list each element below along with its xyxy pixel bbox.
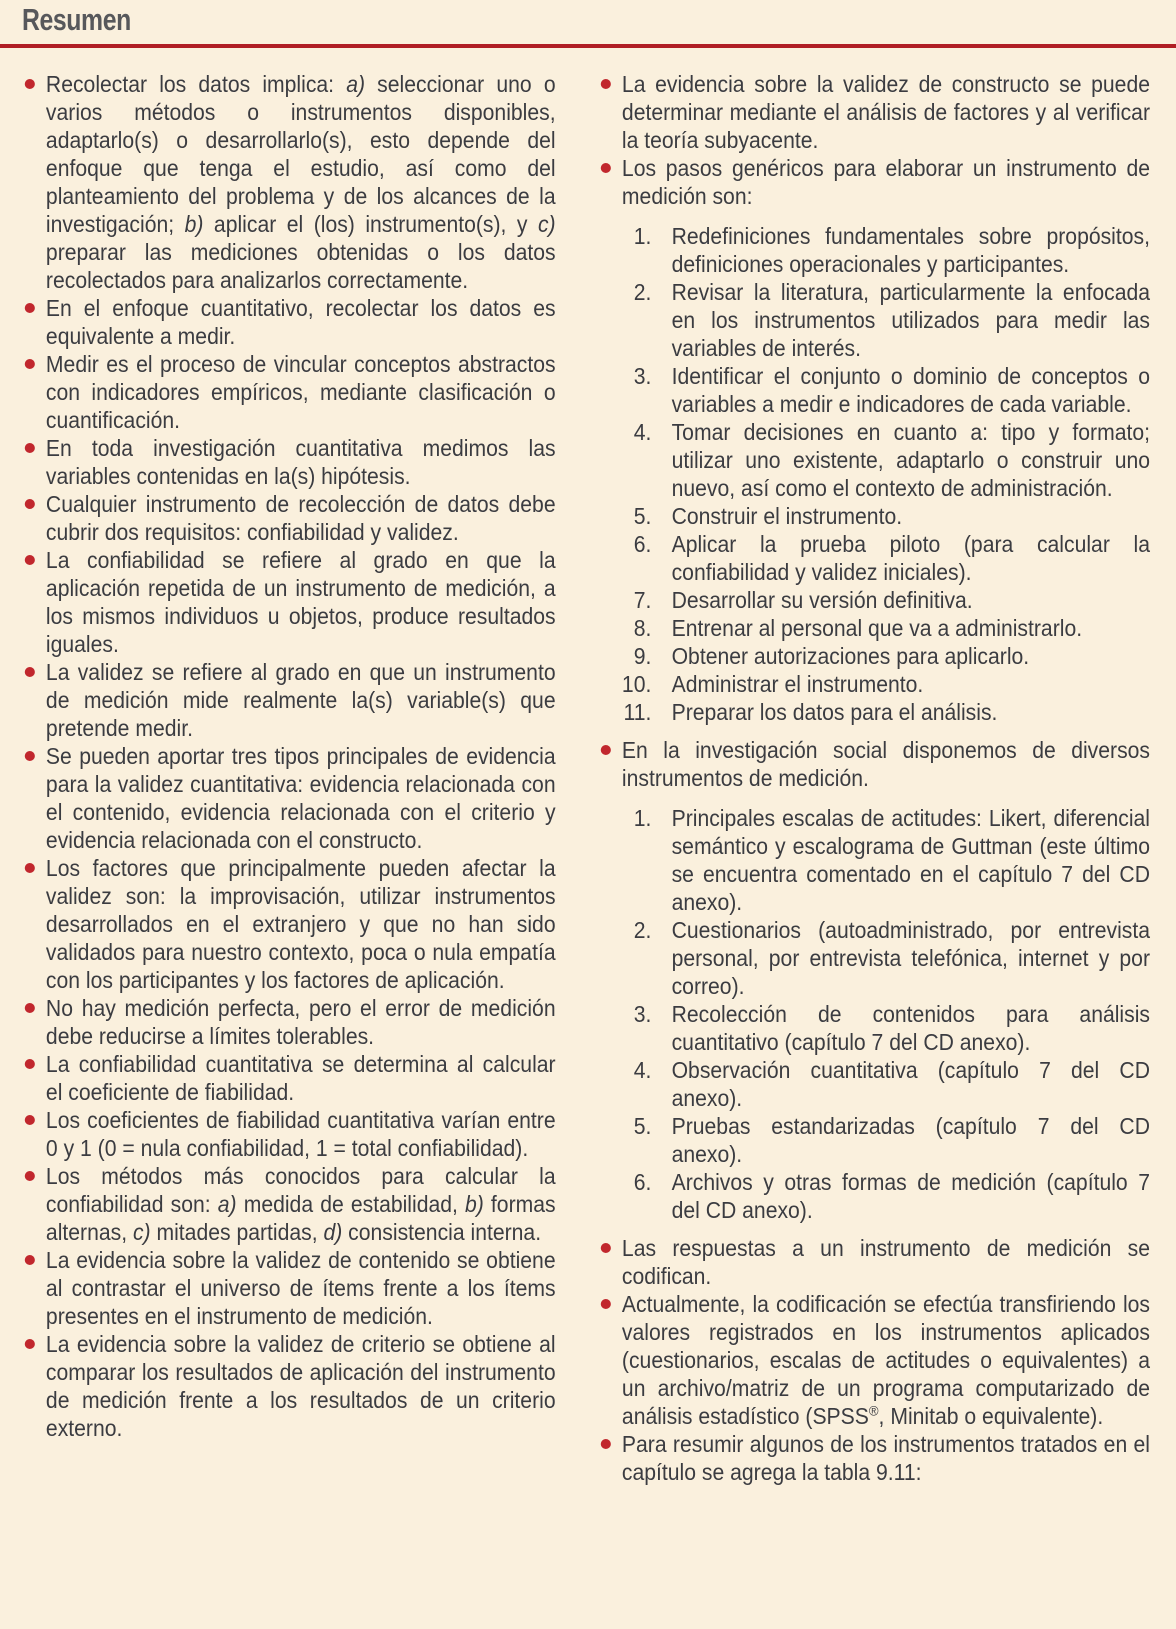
bullet-icon <box>25 1003 35 1013</box>
numbered-item <box>598 530 1150 586</box>
bullet-icon <box>25 1171 35 1181</box>
numbered-list <box>598 804 1150 1224</box>
bullet-item <box>22 546 556 658</box>
item-number: 10. <box>621 671 652 697</box>
bullet-item <box>598 70 1150 154</box>
bullet-icon <box>25 667 35 677</box>
numbered-item <box>598 804 1150 916</box>
numbered-item <box>598 642 1150 670</box>
bullet-item <box>22 742 556 854</box>
bullet-text: La confiabilidad se refiere al grado en que la aplicación repetida de un instrumento de medición, a los mismos individuos u objetos, produce resultados iguales. <box>45 547 556 657</box>
bullet-icon <box>25 443 35 453</box>
item-text: Administrar el instrumento. <box>671 671 924 697</box>
bullet-item <box>598 1234 1150 1290</box>
bullet-text: En toda investigación cuantitativa medimos las variables contenidas en la(s) hipótesis. <box>45 435 556 489</box>
bullet-text: Para resumir algunos de los instrumentos tratados en el capítulo se agrega la tabla 9.11: <box>621 1431 1150 1485</box>
item-text: Desarrollar su versión definitiva. <box>671 587 973 613</box>
bullet-item <box>22 490 556 546</box>
item-text: Cuestionarios (autoadministrado, por entrevista personal, por entrevista telefónica, internet y por correo). <box>671 917 1150 999</box>
bullet-item <box>22 1106 556 1162</box>
bullet-icon <box>25 359 35 369</box>
bullet-item <box>598 736 1150 792</box>
numbered-item <box>598 1000 1150 1056</box>
bullet-item <box>598 154 1150 210</box>
bullet-text: Se pueden aportar tres tipos principales de evidencia para la validez cuantitativa: evidencia relacionada con el contenido, evidencia relacionada con el criterio y evidencia relacionada con el constructo. <box>45 743 556 853</box>
item-number: 2. <box>633 917 652 943</box>
bullet-icon <box>25 1115 35 1125</box>
bullet-text: La validez se refiere al grado en que un instrumento de medición mide realmente la(s) variable(s) que pretende medir. <box>45 659 556 741</box>
item-number: 6. <box>633 531 652 557</box>
item-number: 2. <box>633 279 652 305</box>
numbered-item <box>598 586 1150 614</box>
bullet-item <box>22 994 556 1050</box>
numbered-item <box>598 1056 1150 1112</box>
numbered-item <box>598 614 1150 642</box>
bullet-icon <box>25 1059 35 1069</box>
bullet-item <box>22 350 556 434</box>
item-text: Identificar el conjunto o dominio de conceptos o variables a medir e indicadores de cada variable. <box>671 363 1150 417</box>
bullet-icon <box>25 499 35 509</box>
item-text: Archivos y otras formas de medición (capítulo 7 del CD anexo). <box>671 1169 1150 1223</box>
bullet-text: La evidencia sobre la validez de contenido se obtiene al contrastar el universo de ítems frente a los ítems presentes en el instrumento de medición. <box>45 1247 556 1329</box>
item-text: Pruebas estandarizadas (capítulo 7 del CD anexo). <box>671 1113 1150 1167</box>
numbered-item <box>598 698 1150 726</box>
bullet-icon <box>25 303 35 313</box>
bullet-text: Los métodos más conocidos para calcular la confiabilidad son: a) medida de estabilidad, b) formas alternas, c) mitades partidas, d) consistencia interna. <box>45 1163 556 1245</box>
page-title: Resumen <box>22 2 131 37</box>
bullet-text: En la investigación social disponemos de diversos instrumentos de medición. <box>621 737 1150 791</box>
item-number: 3. <box>633 1001 652 1027</box>
bullet-item <box>22 434 556 490</box>
bullet-text: La confiabilidad cuantitativa se determina al calcular el coeficiente de fiabilidad. <box>45 1051 556 1105</box>
bullet-icon <box>25 863 35 873</box>
bullet-text: En el enfoque cuantitativo, recolectar los datos es equivalente a medir. <box>45 295 556 349</box>
bullet-text: Los pasos genéricos para elaborar un instrumento de medición son: <box>621 155 1150 209</box>
bullet-text: La evidencia sobre la validez de criterio se obtiene al comparar los resultados de aplicación del instrumento de medición frente a los resultados de un criterio externo. <box>45 1331 556 1441</box>
bullet-text: Actualmente, la codificación se efectúa transfiriendo los valores registrados en los instrumentos aplicados (cuestionarios, escalas de actitudes o equivalentes) a un archivo/matriz de un programa computarizado de análisis estadístico (SPSS®, Minitab o equivalente). <box>621 1291 1150 1429</box>
numbered-item <box>598 916 1150 1000</box>
numbered-item <box>598 418 1150 502</box>
numbered-item <box>598 278 1150 362</box>
item-text: Principales escalas de actitudes: Likert, diferencial semántico y escalograma de Guttman (este último se encuentra comentado en el capítulo 7 del CD anexo). <box>671 805 1150 915</box>
bullet-text: Los factores que principalmente pueden afectar la validez son: la improvisación, utilizar instrumentos desarrollados en el extranjero y que no han sido validados para nuestro contexto, poca o nula empatía con los participantes y los factores de aplicación. <box>45 855 556 993</box>
item-number: 1. <box>633 805 652 831</box>
item-text: Tomar decisiones en cuanto a: tipo y formato; utilizar uno existente, adaptarlo o construir uno nuevo, así como el contexto de administración. <box>671 419 1150 501</box>
bullet-icon <box>601 163 611 173</box>
bullet-icon <box>25 1255 35 1265</box>
bullet-text: Los coeficientes de fiabilidad cuantitativa varían entre 0 y 1 (0 = nula confiabilidad, 1 = total confiabilidad). <box>45 1107 556 1161</box>
item-text: Entrenar al personal que va a administrarlo. <box>671 615 1083 641</box>
bullet-item <box>22 658 556 742</box>
bullet-item <box>22 294 556 350</box>
numbered-item <box>598 362 1150 418</box>
bullet-icon <box>601 1439 611 1449</box>
item-number: 11. <box>623 699 652 725</box>
item-number: 1. <box>633 223 652 249</box>
bullet-icon <box>601 745 611 755</box>
bullet-item <box>22 1050 556 1106</box>
item-number: 8. <box>633 615 652 641</box>
bullet-item <box>22 1246 556 1330</box>
bullet-icon <box>601 79 611 89</box>
item-number: 3. <box>633 363 652 389</box>
item-text: Obtener autorizaciones para aplicarlo. <box>671 643 1030 669</box>
item-text: Aplicar la prueba piloto (para calcular la confiabilidad y validez iniciales). <box>671 531 1150 585</box>
item-text: Revisar la literatura, particularmente la enfocada en los instrumentos utilizados para medir las variables de interés. <box>671 279 1150 361</box>
bullet-text: Las respuestas a un instrumento de medición se codifican. <box>621 1235 1150 1289</box>
item-text: Recolección de contenidos para análisis cuantitativo (capítulo 7 del CD anexo). <box>671 1001 1150 1055</box>
numbered-list <box>598 222 1150 726</box>
item-number: 7. <box>633 587 652 613</box>
numbered-item <box>598 502 1150 530</box>
bullet-item <box>598 1430 1150 1486</box>
bullet-icon <box>601 1299 611 1309</box>
title-rule <box>0 44 1176 48</box>
bullet-text: Cualquier instrumento de recolección de datos debe cubrir dos requisitos: confiabilidad y validez. <box>45 491 556 545</box>
item-number: 4. <box>633 419 652 445</box>
left-column <box>22 70 556 1442</box>
bullet-item <box>22 70 556 294</box>
bullet-icon <box>25 1339 35 1349</box>
numbered-item <box>598 670 1150 698</box>
bullet-text: Recolectar los datos implica: a) seleccionar uno o varios métodos o instrumentos disponibles, adaptarlo(s) o desarrollarlo(s), esto depende del enfoque que tenga el estudio, así como del planteamiento del problema y de los alcances de la investigación; b) aplicar el (los) instrumento(s), y c) preparar las mediciones obtenidas o los datos recolectados para analizarlos correctamente. <box>45 71 556 293</box>
numbered-item <box>598 222 1150 278</box>
item-number: 5. <box>633 1113 652 1139</box>
item-text: Observación cuantitativa (capítulo 7 del CD anexo). <box>671 1057 1150 1111</box>
item-text: Construir el instrumento. <box>671 503 903 529</box>
item-text: Preparar los datos para el análisis. <box>671 699 998 725</box>
item-number: 5. <box>633 503 652 529</box>
item-number: 4. <box>633 1057 652 1083</box>
bullet-icon <box>601 1243 611 1253</box>
numbered-item <box>598 1168 1150 1224</box>
numbered-item <box>598 1112 1150 1168</box>
bullet-item <box>22 854 556 994</box>
bullet-text: La evidencia sobre la validez de constructo se puede determinar mediante el análisis de factores y al verificar la teoría subyacente. <box>621 71 1150 153</box>
bullet-item <box>598 1290 1150 1430</box>
bullet-text: Medir es el proceso de vincular conceptos abstractos con indicadores empíricos, mediante clasificación o cuantificación. <box>45 351 556 433</box>
bullet-item <box>22 1330 556 1442</box>
bullet-item <box>22 1162 556 1246</box>
bullet-icon <box>25 555 35 565</box>
item-text: Redefiniciones fundamentales sobre propósitos, definiciones operacionales y participantes. <box>671 223 1150 277</box>
right-column <box>598 70 1150 1486</box>
bullet-icon <box>25 751 35 761</box>
bullet-icon <box>25 79 35 89</box>
bullet-text: No hay medición perfecta, pero el error de medición debe reducirse a límites tolerables. <box>45 995 556 1049</box>
item-number: 6. <box>633 1169 652 1195</box>
item-number: 9. <box>633 643 652 669</box>
